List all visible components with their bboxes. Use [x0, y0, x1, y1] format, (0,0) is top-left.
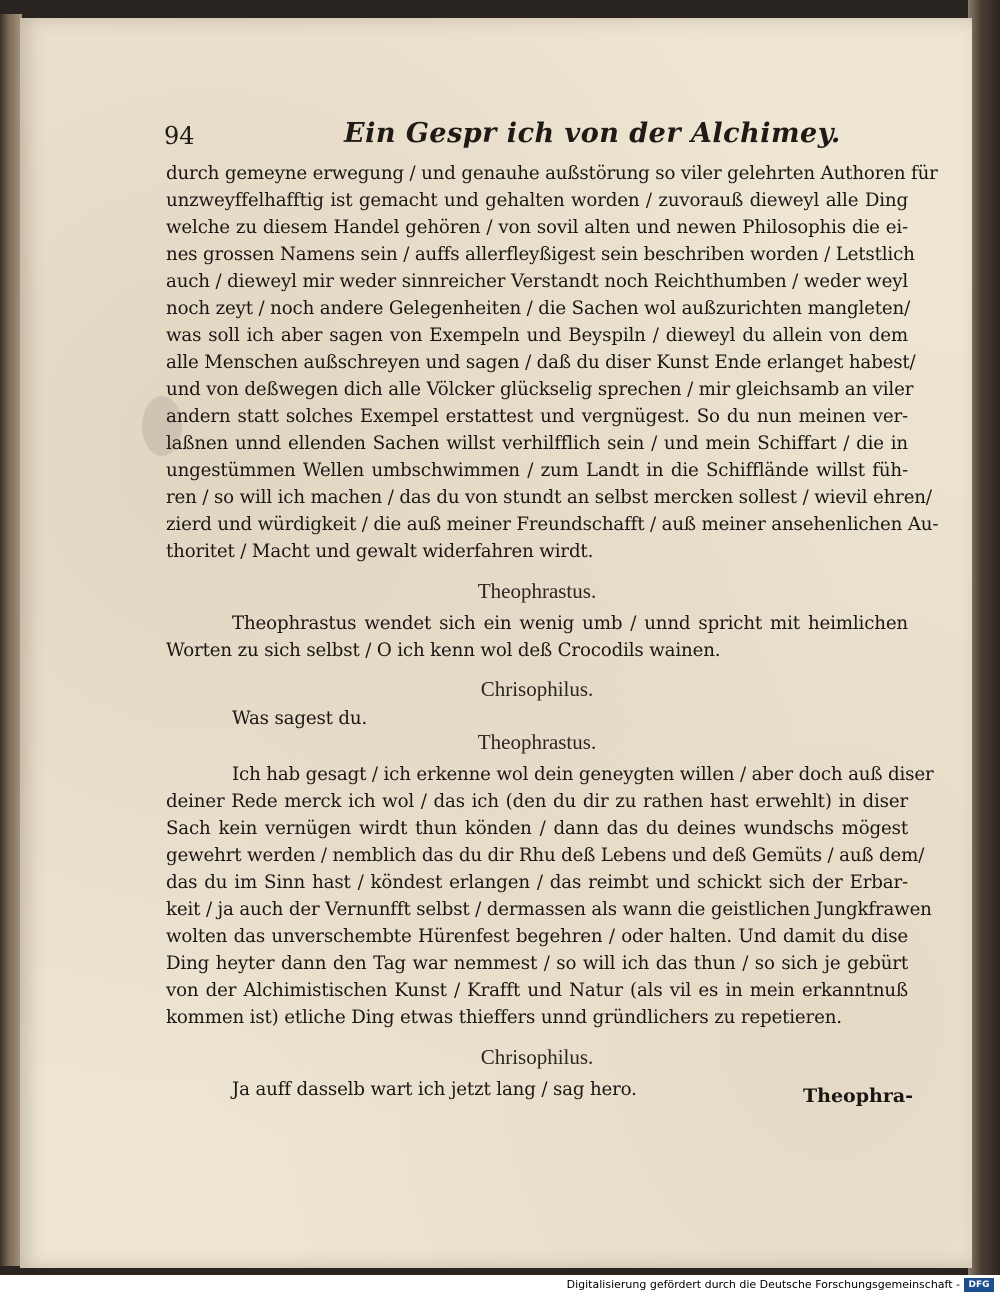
text-line: Theophrastus wendet sich ein wenig umb / unnd spricht mit heimlichen [232, 613, 908, 634]
text-line: von der Alchimistischen Kunst / Krafft und Natur (als vil es in mein erkanntnuß [166, 980, 908, 1001]
text-line: noch zeyt / noch andere Gelegenheiten / die Sachen wol außzurichten mangleten/ [166, 298, 911, 319]
catchword: Theophra- [803, 1085, 914, 1107]
paragraph-1 [166, 160, 939, 565]
page-header [164, 118, 904, 158]
text-line: andern statt solches Exempel erstattest und vergnügest. So du nun meinen ver- [166, 406, 908, 427]
text-line: durch gemeyne erwegung / und genauhe außstörung so viler gelehrten Authoren für [166, 163, 938, 184]
text-line: nes grossen Namens sein / auffs allerfleyßigest sein beschriben worden / Letstlich [166, 244, 915, 265]
speaker-heading: Chrisophilus. [480, 1045, 594, 1069]
text-line: ungestümmen Wellen umbschwimmen / zum Landt in die Schifflände willst füh- [166, 460, 908, 481]
text-line: wolten das unverschembte Hürenfest begehren / oder halten. Und damit du dise [166, 926, 908, 947]
text-line: welche zu diesem Handel gehören / von sovil alten und newen Philosophis die ei- [166, 217, 908, 238]
funding-credit: Digitalisierung gefördert durch die Deutsche Forschungsgemeinschaft - [566, 1278, 960, 1291]
text-line: alle Menschen außschreyen und sagen / daß du diser Kunst Ende erlanget habest/ [166, 352, 916, 373]
text-line: ren / so will ich machen / das du von stundt an selbst mercken sollest / wievil ehren/ [166, 487, 932, 508]
text-line: laßnen unnd ellenden Sachen willst verhilfflich sein / und mein Schiffart / die in [166, 433, 908, 454]
text-line: zierd und würdigkeit / die auß meiner Freundschafft / auß meiner ansehenlichen Au- [166, 514, 939, 535]
text-line: Sach kein vernügen wirdt thun könden / dann das du deines wundschs mögest [166, 818, 908, 839]
text-line: Worten zu sich selbst / O ich kenn wol deß Crocodils wainen. [166, 640, 721, 661]
text-line: unzweyffelhafftig ist gemacht und gehalten worden / zuvorauß dieweyl alle Ding [166, 190, 908, 211]
text-block [166, 160, 939, 1103]
text-line: deiner Rede merck ich wol / das ich (den du dir zu rathen hast erwehlt) in diser [166, 791, 908, 812]
text-line: was soll ich aber sagen von Exempeln und Beyspiln / dieweyl du allein von dem [166, 325, 908, 346]
text-line: Ja auff dasselb wart ich jetzt lang / sag hero. [232, 1079, 637, 1100]
book-spine [0, 14, 22, 1266]
text-line: gewehrt werden / nemblich das du dir Rhu deß Lebens und deß Gemüts / auß dem/ [166, 845, 925, 866]
text-line: und von deßwegen dich alle Völcker glückselig sprechen / mir gleichsamb an viler [166, 379, 914, 400]
text-line: Ding heyter dann den Tag war nemmest / so will ich das thun / so sich je gebürt [166, 953, 908, 974]
page-edge [968, 0, 1000, 1275]
paragraph-4 [166, 761, 934, 1031]
text-line: das du im Sinn hast / köndest erlangen / das reimbt und schickt sich der Erbar- [166, 872, 908, 893]
dfg-logo: DFG [964, 1278, 994, 1292]
text-line: thoritet / Macht und gewalt widerfahren wirdt. [166, 541, 594, 562]
paragraph-3 [166, 705, 908, 732]
paragraph-5 [166, 1076, 908, 1103]
paragraph-2 [166, 610, 908, 664]
text-line: Ich hab gesagt / ich erkenne wol dein geneygten willen / aber doch auß diser [232, 764, 934, 785]
speaker-heading: Theophrastus. [477, 579, 597, 603]
speaker-heading: Theophrastus. [477, 730, 597, 754]
footer-bar [0, 1275, 1000, 1296]
text-line: auch / dieweyl mir weder sinnreicher Verstandt noch Reichthumben / weder weyl [166, 271, 908, 292]
text-line: keit / ja auch der Vernunfft selbst / dermassen als wann die geistlichen Jungkfrawen [166, 899, 932, 920]
text-line: Was sagest du. [232, 708, 368, 729]
speaker-heading: Chrisophilus. [480, 677, 594, 701]
page-number: 94 [164, 122, 195, 150]
text-line: kommen ist) etliche Ding etwas thieffers unnd gründlichers zu repetieren. [166, 1007, 842, 1028]
running-head: Ein Gespr ich von der Alchimey. [344, 118, 841, 149]
